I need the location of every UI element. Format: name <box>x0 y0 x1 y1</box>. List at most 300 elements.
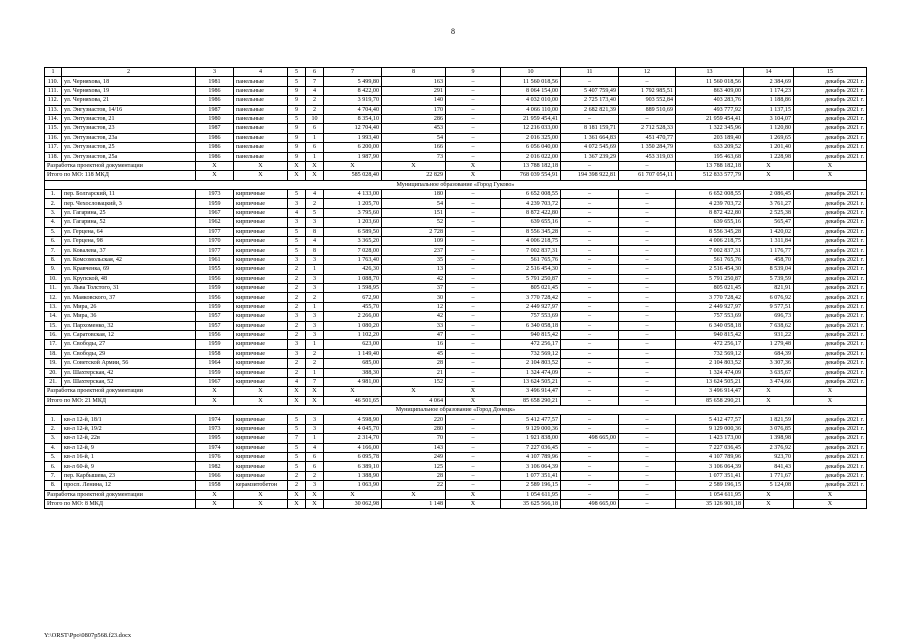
table-cell: пер. Чехословацкий, 3 <box>62 199 196 208</box>
table-cell: кв-л 12-й, 22в <box>62 434 196 443</box>
table-row <box>45 77 867 86</box>
table-cell: – <box>561 453 619 462</box>
table-cell: кирпичные <box>234 424 288 433</box>
table-cell: 940 815,42 <box>501 330 561 339</box>
table-cell: 110. <box>45 77 62 86</box>
table-cell: 3 <box>288 218 306 227</box>
table-cell: 6 <box>306 453 324 462</box>
table-cell: декабрь 2021 г. <box>794 434 867 443</box>
table-cell: 2. <box>45 424 62 433</box>
table-cell: – <box>446 443 501 452</box>
table-cell: 9 129 000,36 <box>501 424 561 433</box>
table-row <box>45 330 867 339</box>
table-cell: кирпичные <box>234 312 288 321</box>
table-cell: – <box>446 218 501 227</box>
table-cell: декабрь 2021 г. <box>794 359 867 368</box>
table-cell: декабрь 2021 г. <box>794 302 867 311</box>
table-row <box>45 283 867 292</box>
table-cell: 2 449 927,97 <box>501 302 561 311</box>
table-cell: – <box>619 190 676 199</box>
table-cell: 1 149,40 <box>324 349 382 358</box>
table-cell: декабрь 2021 г. <box>794 349 867 358</box>
table-cell: декабрь 2021 г. <box>794 208 867 217</box>
table-cell: 805 021,45 <box>501 283 561 292</box>
table-cell: ул. Мира, 26 <box>62 302 196 311</box>
table-cell: – <box>561 293 619 302</box>
table-cell: 5. <box>45 227 62 236</box>
table-row <box>45 340 867 349</box>
table-cell: X <box>794 387 867 396</box>
table-cell: 195 463,68 <box>676 152 744 161</box>
table-cell: 28 <box>382 359 446 368</box>
table-cell: – <box>561 415 619 424</box>
table-cell: 1 398,98 <box>744 434 794 443</box>
table-cell: 4 006 218,75 <box>676 237 744 246</box>
column-number: 15 <box>794 68 867 77</box>
table-cell: 2 <box>306 349 324 358</box>
table-cell: 1 993,40 <box>324 133 382 142</box>
table-cell: – <box>561 237 619 246</box>
table-cell: кирпичные <box>234 471 288 480</box>
table-cell: 4 133,00 <box>324 190 382 199</box>
table-cell: – <box>561 471 619 480</box>
table-cell: декабрь 2021 г. <box>794 86 867 95</box>
table-cell: 2 725 173,40 <box>561 96 619 105</box>
table-cell: 426,30 <box>324 265 382 274</box>
table-cell: 13 788 182,18 <box>676 161 744 170</box>
table-cell: 151 <box>382 208 446 217</box>
table-cell: 732 569,12 <box>676 349 744 358</box>
summary-row <box>45 387 867 396</box>
table-cell: 561 765,76 <box>676 255 744 264</box>
table-cell: 2 314,70 <box>324 434 382 443</box>
table-cell: 455,70 <box>324 302 382 311</box>
table-cell: – <box>561 481 619 490</box>
column-number: 5 <box>288 68 306 77</box>
table-cell: X <box>234 161 288 170</box>
table-cell: – <box>446 246 501 255</box>
table-cell: 923,70 <box>744 453 794 462</box>
table-cell: декабрь 2021 г. <box>794 124 867 133</box>
table-cell: 10. <box>45 274 62 283</box>
table-cell: 22 829 <box>382 171 446 180</box>
table-cell: 5 412 477,57 <box>676 415 744 424</box>
table-cell: 2 <box>306 359 324 368</box>
table-cell: 4 066 110,00 <box>501 105 561 114</box>
table-cell: – <box>446 471 501 480</box>
table-cell: X <box>196 499 234 508</box>
table-cell: пер. Болгарский, 11 <box>62 190 196 199</box>
table-cell: 52 <box>382 218 446 227</box>
table-cell: – <box>619 312 676 321</box>
table-cell: 3 <box>306 255 324 264</box>
table-cell: X <box>234 171 288 180</box>
table-cell: 1 324 474,09 <box>501 368 561 377</box>
table-cell: X <box>288 396 306 405</box>
table-cell: 9 <box>288 96 306 105</box>
table-cell: 5 <box>288 453 306 462</box>
table-cell: декабрь 2021 г. <box>794 114 867 123</box>
table-cell: декабрь 2021 г. <box>794 143 867 152</box>
table-cell: 12 704,40 <box>324 124 382 133</box>
table-cell: 1986 <box>196 96 234 105</box>
table-cell: – <box>619 330 676 339</box>
table-cell: – <box>619 434 676 443</box>
table-cell: декабрь 2021 г. <box>794 96 867 105</box>
table-cell: ул. Шахтерская, 42 <box>62 368 196 377</box>
table-cell: 3 496 914,47 <box>501 387 561 396</box>
table-cell: – <box>619 321 676 330</box>
table-cell: 7 <box>306 377 324 386</box>
table-cell: 19. <box>45 359 62 368</box>
table-cell: кирпичные <box>234 227 288 236</box>
table-cell: 1 080,20 <box>324 321 382 330</box>
table-cell: 1 <box>306 434 324 443</box>
table-cell: X <box>794 499 867 508</box>
file-path-footer: Y:\ORST\Ppo\0807p568.f23.docx <box>44 632 132 639</box>
table-cell: 1959 <box>196 283 234 292</box>
table-cell: 3 106 064,39 <box>676 462 744 471</box>
table-cell: 2 384,69 <box>744 77 794 86</box>
table-cell: – <box>561 114 619 123</box>
table-cell: 3 <box>306 283 324 292</box>
table-cell: 1987 <box>196 105 234 114</box>
table-cell: 4 239 703,72 <box>676 199 744 208</box>
table-cell: 4 704,40 <box>324 105 382 114</box>
table-cell: X <box>306 171 324 180</box>
table-cell: 1 792 985,51 <box>619 86 676 95</box>
table-cell: 2 <box>288 293 306 302</box>
table-cell: 639 655,16 <box>501 218 561 227</box>
table-cell: 1958 <box>196 349 234 358</box>
table-cell: 1 063,90 <box>324 481 382 490</box>
table-cell: 5 <box>288 246 306 255</box>
table-cell: 8 872 422,80 <box>501 208 561 217</box>
table-cell: 2 682 821,39 <box>561 105 619 114</box>
table-cell: 2 266,00 <box>324 312 382 321</box>
table-cell: 3 770 728,42 <box>501 293 561 302</box>
table-cell: X <box>324 387 382 396</box>
table-cell: 54 <box>382 133 446 142</box>
table-cell: 37 <box>382 283 446 292</box>
table-cell: панельные <box>234 96 288 105</box>
table-cell: ул. Свободы, 29 <box>62 349 196 358</box>
table-cell: 4. <box>45 443 62 452</box>
table-cell: X <box>382 490 446 499</box>
table-cell: – <box>561 443 619 452</box>
table-cell: – <box>561 330 619 339</box>
table-row <box>45 443 867 452</box>
table-cell: 1967 <box>196 377 234 386</box>
table-cell: – <box>619 246 676 255</box>
table-cell: – <box>619 218 676 227</box>
summary-label: Разработка проектной документации <box>45 161 196 170</box>
table-cell: 13. <box>45 302 62 311</box>
table-cell: 498 665,00 <box>561 499 619 508</box>
table-cell: 7 638,62 <box>744 321 794 330</box>
table-cell: декабрь 2021 г. <box>794 368 867 377</box>
table-cell: декабрь 2021 г. <box>794 293 867 302</box>
table-cell: 1 322 345,96 <box>676 124 744 133</box>
table-cell: 6 056 040,00 <box>501 143 561 152</box>
table-cell: X <box>324 490 382 499</box>
table-cell: 3 307,36 <box>744 359 794 368</box>
table-cell: – <box>561 396 619 405</box>
table-cell: декабрь 2021 г. <box>794 340 867 349</box>
table-cell: ул. Энтузиастов, 25а <box>62 152 196 161</box>
table-cell: 403 283,76 <box>676 96 744 105</box>
table-cell: 9 577,51 <box>744 302 794 311</box>
table-row <box>45 312 867 321</box>
table-cell: 1987 <box>196 124 234 133</box>
table-cell: 113. <box>45 105 62 114</box>
table-cell: 5 791 250,87 <box>501 274 561 283</box>
table-cell: 8. <box>45 255 62 264</box>
table-cell: 6 340 058,18 <box>501 321 561 330</box>
table-row <box>45 377 867 386</box>
table-cell: 30 <box>382 293 446 302</box>
table-cell: 4 006 218,75 <box>501 237 561 246</box>
table-cell: X <box>306 499 324 508</box>
table-cell: 5 <box>288 77 306 86</box>
table-cell: 7 002 837,31 <box>501 246 561 255</box>
table-cell: декабрь 2021 г. <box>794 312 867 321</box>
table-cell: X <box>288 387 306 396</box>
table-cell: 2 728 <box>382 227 446 236</box>
table-cell: 2 104 803,52 <box>501 359 561 368</box>
table-cell: – <box>619 368 676 377</box>
column-number: 8 <box>382 68 446 77</box>
table-cell: – <box>619 114 676 123</box>
table-cell: 1 203,60 <box>324 218 382 227</box>
table-cell: – <box>619 293 676 302</box>
table-cell: 16. <box>45 330 62 339</box>
section-title: Муниципальное образование «Город Донецк» <box>45 406 867 415</box>
table-cell: – <box>619 265 676 274</box>
table-cell: декабрь 2021 г. <box>794 246 867 255</box>
table-cell: – <box>446 283 501 292</box>
table-cell: 2 516 454,30 <box>676 265 744 274</box>
table-cell: 1955 <box>196 265 234 274</box>
table-cell: – <box>561 302 619 311</box>
table-cell: кирпичные <box>234 246 288 255</box>
table-cell: 5 124,08 <box>744 481 794 490</box>
table-cell: – <box>561 274 619 283</box>
table-cell: кв-л 12-й, 18/1 <box>62 415 196 424</box>
table-cell: декабрь 2021 г. <box>794 190 867 199</box>
table-cell: 585 028,40 <box>324 171 382 180</box>
table-cell: 903 552,84 <box>619 96 676 105</box>
summary-row <box>45 161 867 170</box>
table-cell: 757 553,69 <box>501 312 561 321</box>
column-number: 14 <box>744 68 794 77</box>
table-cell: 1986 <box>196 133 234 142</box>
table-cell: 2 016 325,00 <box>501 133 561 142</box>
table-cell: 684,39 <box>744 349 794 358</box>
table-cell: – <box>619 77 676 86</box>
table-cell: – <box>561 490 619 499</box>
table-cell: 1966 <box>196 471 234 480</box>
table-row <box>45 237 867 246</box>
table-cell: 54 <box>382 199 446 208</box>
table-cell: – <box>619 396 676 405</box>
table-cell: – <box>446 199 501 208</box>
table-cell: 163 <box>382 77 446 86</box>
table-cell: – <box>561 190 619 199</box>
table-cell: декабрь 2021 г. <box>794 274 867 283</box>
table-cell: декабрь 2021 г. <box>794 481 867 490</box>
summary-label: Итого по МО: 8 МКД <box>45 499 196 508</box>
table-cell: – <box>619 340 676 349</box>
table-cell: 9 <box>288 105 306 114</box>
table-cell: 565,47 <box>744 218 794 227</box>
table-cell: 3 <box>288 199 306 208</box>
table-cell: 3 106 064,39 <box>501 462 561 471</box>
table-cell: X <box>382 387 446 396</box>
table-cell: декабрь 2021 г. <box>794 462 867 471</box>
table-cell: декабрь 2021 г. <box>794 77 867 86</box>
table-cell: декабрь 2021 г. <box>794 471 867 480</box>
table-cell: 3 <box>288 340 306 349</box>
table-cell: 4 239 703,72 <box>501 199 561 208</box>
table-cell: – <box>561 340 619 349</box>
summary-label: Разработка проектной документации <box>45 490 196 499</box>
column-number: 1 <box>45 68 62 77</box>
table-cell: кирпичные <box>234 218 288 227</box>
table-cell: 1 176,77 <box>744 246 794 255</box>
table-cell: X <box>794 161 867 170</box>
table-cell: 1 <box>306 265 324 274</box>
summary-label: Итого по МО: 21 МКД <box>45 396 196 405</box>
table-cell: X <box>288 161 306 170</box>
table-cell: 3 365,20 <box>324 237 382 246</box>
table-cell: 639 655,16 <box>676 218 744 227</box>
table-cell: – <box>446 77 501 86</box>
table-cell: 7 <box>306 77 324 86</box>
table-cell: 3 <box>288 312 306 321</box>
table-cell: 1956 <box>196 330 234 339</box>
table-cell: – <box>619 359 676 368</box>
table-cell: X <box>794 396 867 405</box>
table-cell: – <box>619 199 676 208</box>
table-cell: 117. <box>45 143 62 152</box>
table-cell: X <box>288 171 306 180</box>
table-cell: декабрь 2021 г. <box>794 415 867 424</box>
table-cell: 1986 <box>196 143 234 152</box>
table-cell: 2 <box>288 265 306 274</box>
table-cell: ул. Черняхова, 21 <box>62 96 196 105</box>
table-cell: X <box>744 499 794 508</box>
table-cell: 472 256,17 <box>676 340 744 349</box>
table-cell: 1 <box>306 340 324 349</box>
table-cell: 1959 <box>196 199 234 208</box>
table-cell: 1 279,48 <box>744 340 794 349</box>
table-cell: – <box>619 471 676 480</box>
table-cell: – <box>446 340 501 349</box>
table-cell: 12 216 033,00 <box>501 124 561 133</box>
table-cell: 2 712 528,33 <box>619 124 676 133</box>
table-cell: кирпичные <box>234 190 288 199</box>
table-cell: X <box>794 490 867 499</box>
table-cell: X <box>306 161 324 170</box>
table-cell: 8 556 345,28 <box>676 227 744 236</box>
table-cell: 8 064 154,00 <box>501 86 561 95</box>
table-cell: 143 <box>382 443 446 452</box>
table-cell: 498 665,00 <box>561 434 619 443</box>
table-cell: 5 <box>288 424 306 433</box>
table-cell: – <box>446 237 501 246</box>
table-cell: 1986 <box>196 152 234 161</box>
table-cell: 1 088,70 <box>324 274 382 283</box>
table-cell: X <box>306 490 324 499</box>
table-cell: 5 791 250,87 <box>676 274 744 283</box>
table-cell: ул. Энтузиастов, 23а <box>62 133 196 142</box>
table-cell: 3 <box>288 349 306 358</box>
table-row <box>45 424 867 433</box>
table-row <box>45 471 867 480</box>
table-cell: – <box>619 237 676 246</box>
table-cell: 1957 <box>196 312 234 321</box>
table-cell: – <box>446 481 501 490</box>
table-cell: – <box>446 96 501 105</box>
table-cell: 1959 <box>196 302 234 311</box>
table-cell: X <box>446 161 501 170</box>
table-cell: 3 761,27 <box>744 199 794 208</box>
table-cell: X <box>196 396 234 405</box>
table-cell: 1 188,86 <box>744 96 794 105</box>
table-cell: ул. Льва Толстого, 31 <box>62 283 196 292</box>
table-cell: 1 148 <box>382 499 446 508</box>
table-row <box>45 453 867 462</box>
table-cell: 28 <box>382 471 446 480</box>
table-cell: 2 516 454,30 <box>501 265 561 274</box>
table-cell: 4. <box>45 218 62 227</box>
table-cell: 5 407 759,49 <box>561 86 619 95</box>
table-cell: панельные <box>234 124 288 133</box>
table-cell: 3 <box>306 424 324 433</box>
table-cell: 15. <box>45 321 62 330</box>
table-cell: – <box>619 481 676 490</box>
table-cell: 1 054 611,95 <box>676 490 744 499</box>
table-cell: 1 120,80 <box>744 124 794 133</box>
table-cell: 2 <box>288 481 306 490</box>
table-cell: 561 765,76 <box>501 255 561 264</box>
table-cell: 1 367 239,29 <box>561 152 619 161</box>
table-cell: 1 311,84 <box>744 237 794 246</box>
table-cell: декабрь 2021 г. <box>794 453 867 462</box>
table-cell: – <box>446 133 501 142</box>
table-cell: 9 <box>288 86 306 95</box>
table-cell: 114. <box>45 114 62 123</box>
page-number: 8 <box>451 27 455 36</box>
table-cell: 451 470,77 <box>619 133 676 142</box>
table-cell: 85 658 290,21 <box>501 396 561 405</box>
table-cell: ул. Энгузиастов, 14/16 <box>62 105 196 114</box>
table-cell: 1 361 664,83 <box>561 133 619 142</box>
table-cell: – <box>446 143 501 152</box>
table-cell: 1 201,40 <box>744 143 794 152</box>
table-cell: X <box>446 387 501 396</box>
table-cell: 3 <box>306 274 324 283</box>
table-cell: 940 815,42 <box>676 330 744 339</box>
table-cell: 1 <box>306 152 324 161</box>
summary-row <box>45 490 867 499</box>
table-cell: – <box>446 152 501 161</box>
table-cell: кирпичные <box>234 415 288 424</box>
table-cell: 4 <box>306 237 324 246</box>
table-cell: – <box>446 190 501 199</box>
table-cell: 6 652 008,55 <box>501 190 561 199</box>
